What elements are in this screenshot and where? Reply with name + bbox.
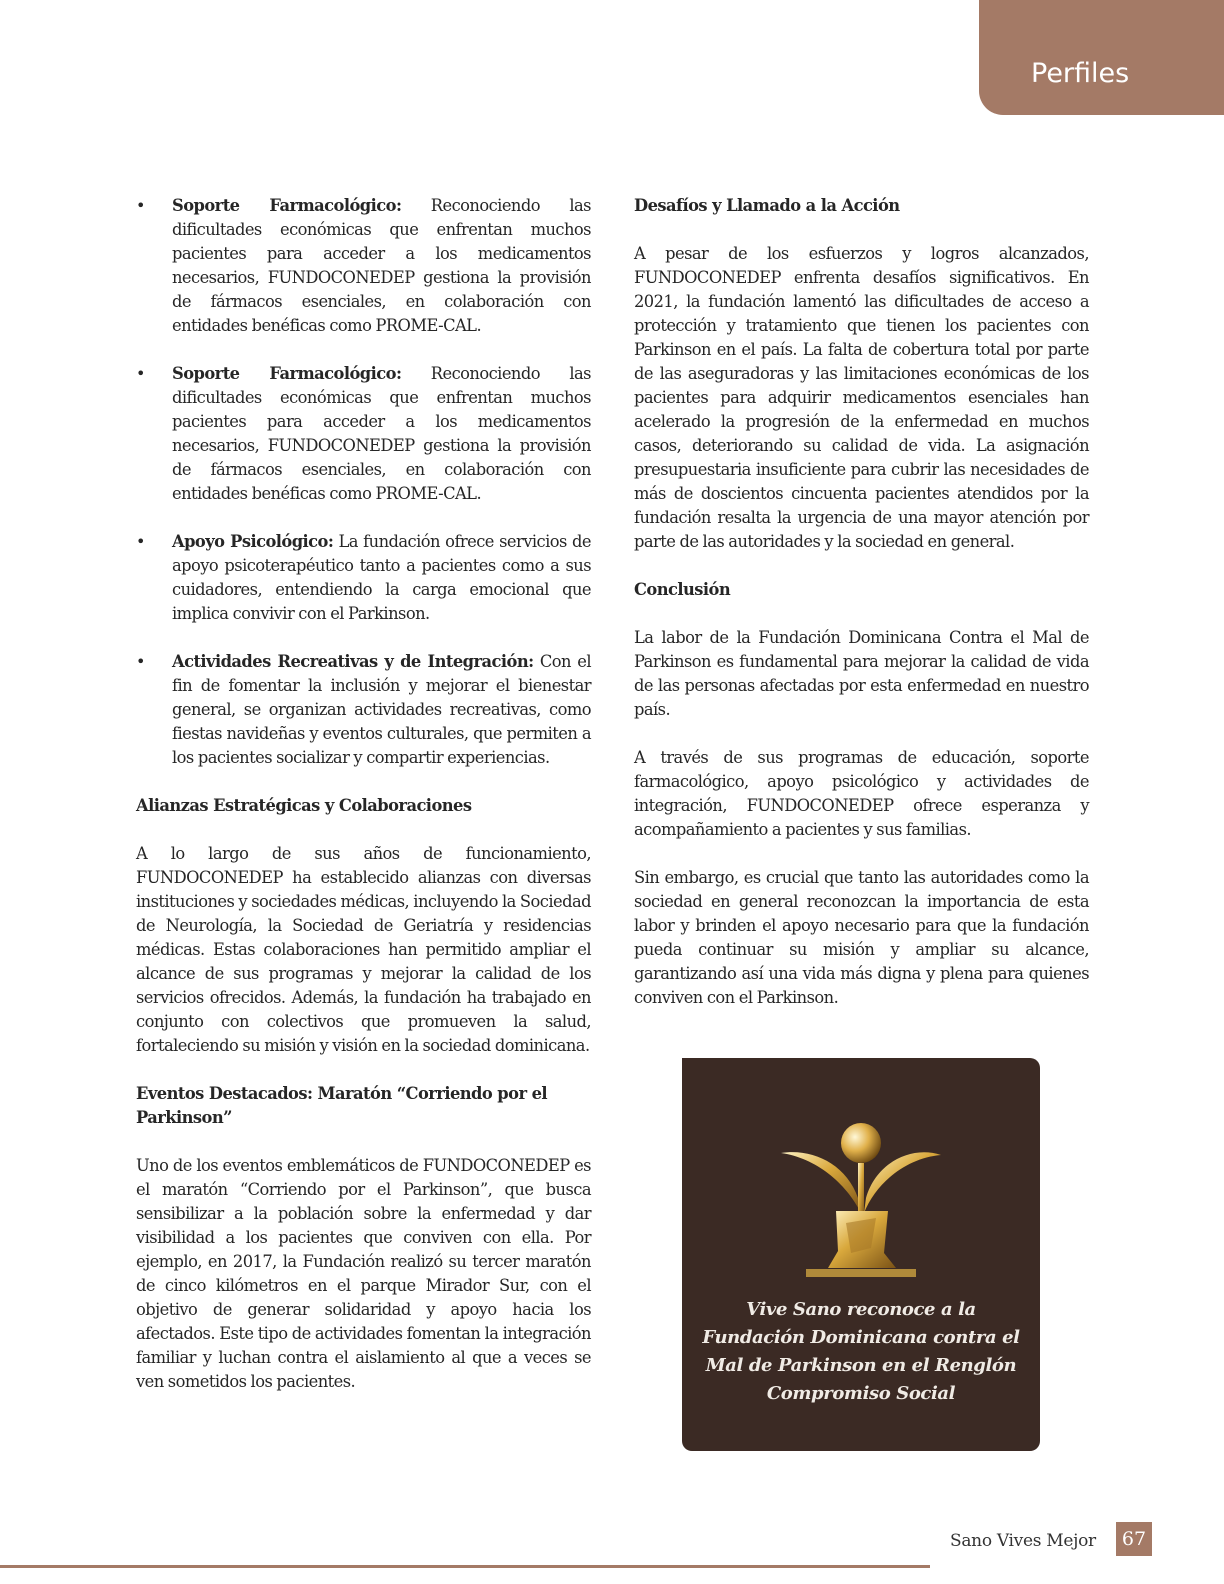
list-item-text: Con el fin de fomentar la inclusión y mejorar el bienestar general, se organizan actividades recreativas, como fiestas navideñas y eventos culturales, que permiten a los pacientes socializar y compartir experiencias. (172, 652, 591, 767)
eventos-heading: Eventos Destacados: Maratón “Corriendo por el Parkinson” (136, 1084, 548, 1127)
magazine-name: Sano Vives Mejor (950, 1531, 1096, 1551)
list-item (136, 650, 591, 770)
bullet-icon: • (136, 196, 145, 215)
list-item-text: Reconociendo las dificultades económicas que enfrentan muchos pacientes para acceder a los medicamentos necesarios, FUNDOCONEDEP gestiona la provisión de fármacos esenciales, en colaboración con entidades benéficas como PROME-CAL. (172, 364, 591, 503)
award-caption: Vive Sano reconoce a la Fundación Dominicana contra el Mal de Parkinson en el Renglón Compromiso Social (702, 1299, 1020, 1404)
left-column (136, 194, 591, 1394)
alianzas-paragraph: A lo largo de sus años de funcionamiento, FUNDOCONEDEP ha establecido alianzas con diversas instituciones y sociedades médicas, incluyendo la Sociedad de Neurología, la Sociedad de Geriatría y residencias médicas. Estas colaboraciones han permitido ampliar el alcance de sus programas y mejorar la calidad de los servicios ofrecidos. Además, la fundación ha trabajado en conjunto con colectivos que promueven la salud, fortaleciendo su misión y visión en la sociedad dominicana. (136, 844, 591, 1055)
bullet-icon: • (136, 364, 145, 383)
conclusion-heading: Conclusión (634, 580, 731, 599)
section-tab (979, 0, 1224, 115)
conclusion-paragraph-1: La labor de la Fundación Dominicana Contra el Mal de Parkinson es fundamental para mejorar la calidad de vida de las personas afectadas por esta enfermedad en nuestro país. (634, 628, 1089, 719)
list-item (136, 362, 591, 506)
desafios-paragraph: A pesar de los esfuerzos y logros alcanzados, FUNDOCONEDEP enfrenta desafíos significativos. En 2021, la fundación lamentó las dificultades de acceso a protección y tratamiento que tienen los pacientes con Parkinson en el país. La falta de cobertura total por parte de las aseguradoras y las limitaciones económicas de los pacientes para adquirir medicamentos esenciales han acelerado la progresión de la enfermedad en muchos casos, deteriorando su calidad de vida. La asignación presupuestaria insuficiente para cubrir las necesidades de más de doscientos cincuenta pacientes atendidos por la fundación resalta la urgencia de una mayor atención por parte de las autoridades y la sociedad en general. (634, 244, 1089, 551)
list-item-text: La fundación ofrece servicios de apoyo psicoterapéutico tanto a pacientes como a sus cuidadores, entendiendo la carga emocional que implica convivir con el Parkinson. (172, 532, 591, 623)
bullet-list (136, 194, 591, 770)
bullet-icon: • (136, 532, 145, 551)
list-item-title: Soporte Farmacológico: (172, 196, 402, 215)
list-item-title: Actividades Recreativas y de Integración: (172, 652, 534, 671)
list-item (136, 194, 591, 338)
award-box (682, 1058, 1040, 1451)
eventos-paragraph: Uno de los eventos emblemáticos de FUNDOCONEDEP es el maratón “Corriendo por el Parkinson”, que busca sensibilizar a la población sobre la enfermedad y dar visibilidad a los pacientes que conviven con ella. Por ejemplo, en 2017, la Fundación realizó su tercer maratón de cinco kilómetros en el parque Mirador Sur, con el objetivo de generar solidaridad y apoyo hacia los afectados. Este tipo de actividades fomentan la integración familiar y luchan contra el aislamiento al que a veces se ven sometidos los pacientes. (136, 1156, 591, 1391)
trophy-icon (776, 1103, 946, 1283)
conclusion-paragraph-3: Sin embargo, es crucial que tanto las autoridades como la sociedad en general reconozcan la importancia de esta labor y brinden el apoyo necesario para que la fundación pueda continuar su misión y ampliar su alcance, garantizando así una vida más digna y plena para quienes conviven con el Parkinson. (634, 868, 1089, 1007)
list-item-title: Soporte Farmacológico: (172, 364, 402, 383)
alianzas-heading: Alianzas Estratégicas y Colaboraciones (136, 796, 472, 815)
desafios-heading: Desafíos y Llamado a la Acción (634, 196, 900, 215)
list-item (136, 530, 591, 626)
footer-divider (0, 1565, 930, 1568)
page-number: 67 (1116, 1522, 1152, 1556)
conclusion-paragraph-2: A través de sus programas de educación, soporte farmacológico, apoyo psicológico y actividades de integración, FUNDOCONEDEP ofrece esperanza y acompañamiento a pacientes y sus familias. (634, 748, 1089, 839)
right-column (634, 194, 1089, 1010)
bullet-icon: • (136, 652, 145, 671)
list-item-title: Apoyo Psicológico: (172, 532, 334, 551)
section-tab-label: Perfiles (1031, 58, 1130, 89)
list-item-text: Reconociendo las dificultades económicas que enfrentan muchos pacientes para acceder a los medicamentos necesarios, FUNDOCONEDEP gestiona la provisión de fármacos esenciales, en colaboración con entidades benéficas como PROME-CAL. (172, 196, 591, 335)
